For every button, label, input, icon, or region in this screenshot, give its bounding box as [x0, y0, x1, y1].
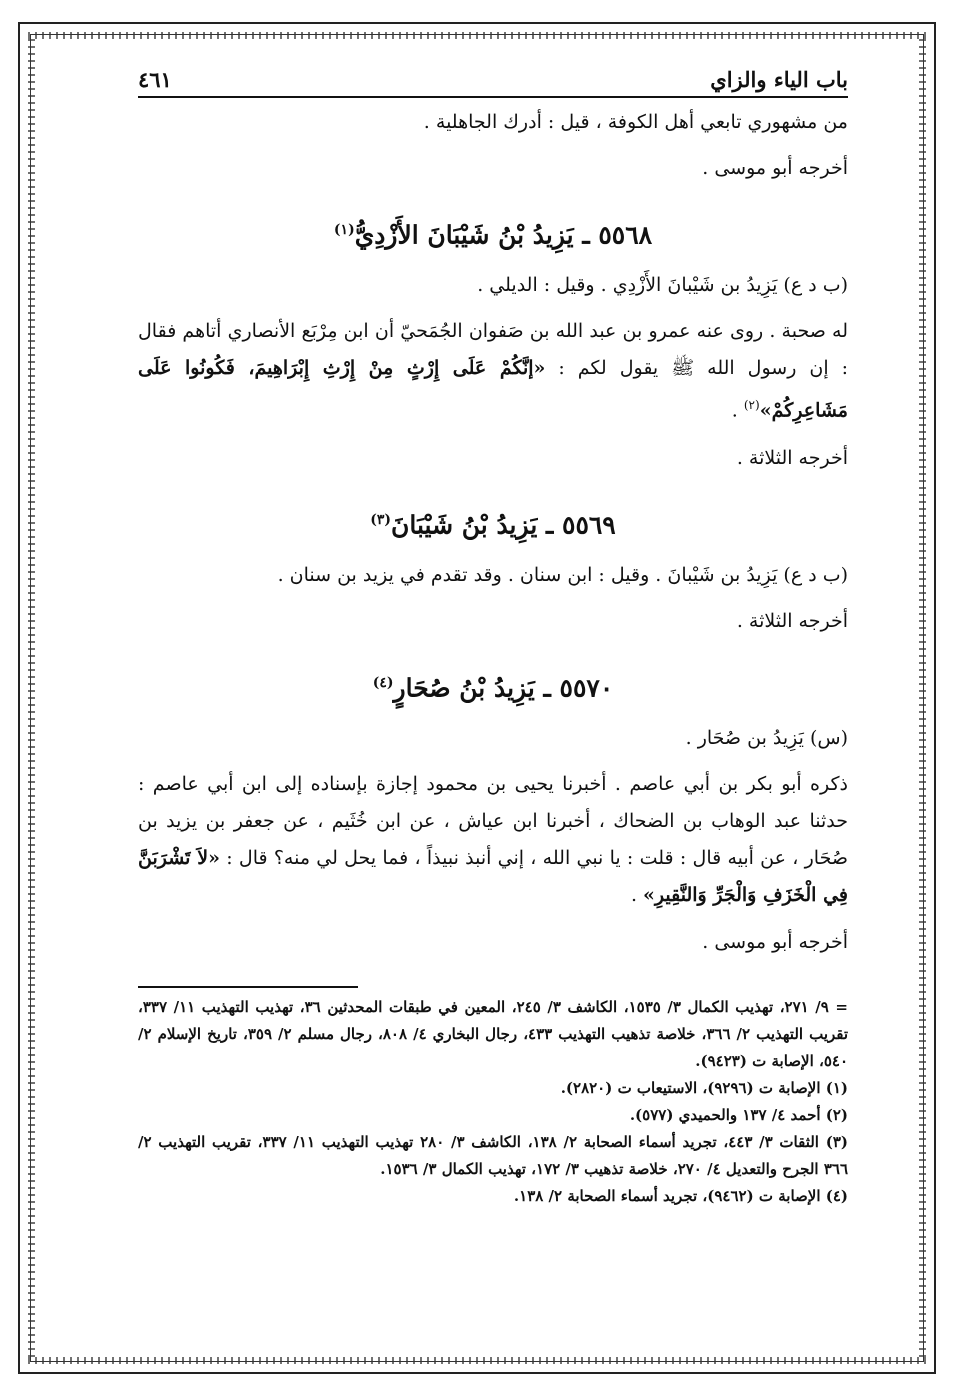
- entry-closing: أخرجه الثلاثة .: [736, 609, 848, 632]
- entry-heading: [138, 661, 848, 710]
- footnote-ref: (٢): [743, 398, 760, 413]
- entry-name-line: (ب د ع) يَزِيدُ بن شَيْبانَ الأَزْدِي . وقيل : الديلي .: [477, 274, 848, 297]
- entry-paragraph: [138, 766, 848, 914]
- footnote-ref: (٣): [370, 511, 392, 528]
- entry-title: ٥٥٦٨ ـ يَزِيدُ بْنُ شَيْبَانَ الأَزْدِيُّ: [354, 220, 653, 250]
- entry-closing: أخرجه أبو موسى .: [702, 931, 848, 954]
- running-header: [138, 52, 848, 98]
- entry-heading: [138, 498, 848, 547]
- entry-name-line: (ب د ع) يَزِيدُ بن شَيْبانَ . وقيل : ابن سنان . وقد تقدم في يزيد بن سنان .: [277, 563, 848, 586]
- paragraph-end: .: [630, 884, 644, 907]
- page-content: [138, 52, 848, 1210]
- footnote: = ٩/ ٢٧١، تهذيب الكمال ٣/ ١٥٣٥، الكاشف ٣/ ٢٤٥، المعين في طبقات المحدثين ٣٦، تهذيب التهذيب ١١/ ٣٣٧، تقريب التهذيب ٢/ ٣٦٦، خلاصة تذهيب التهذيب ٤٣٣، رجال البخاري ٤/ ٨٠٨، رجال مسلم ٢/ ٣٥٩، تاريخ الإسلام ٢/ ٥٤٠، الإصابة ت (٩٤٢٣).: [138, 998, 849, 1071]
- intro-closing: أخرجه أبو موسى .: [702, 157, 848, 179]
- entry-title: ٥٥٧٠ ـ يَزِيدُ بْنُ صُحَارٍ: [393, 673, 614, 703]
- entry-title: ٥٥٦٩ ـ يَزِيدُ بْنُ شَيْبَانَ: [391, 509, 616, 539]
- hadith-text: «لاَ تَشْرَبَنَّ فِي الْخَزَفِ وَالْجَرِّ وَالنَّقِيرِ»: [138, 847, 848, 907]
- paragraph-text: له صحبة . روى عنه عمرو بن عبد الله بن صَفوان الجُمَحيّ أن ابن مِرْبَع الأنصاري أتاهم فقال : إن رسول الله ﷺ يقول لكم :: [138, 320, 848, 380]
- footnote: (١) الإصابة ت (٩٢٩٦)، الاستيعاب ت (٢٨٢٠).: [560, 1079, 848, 1098]
- footnote: (٤) الإصابة ت (٩٤٦٢)، تجريد أسماء الصحابة ٢/ ١٣٨.: [513, 1187, 848, 1206]
- paragraph-text: ذكره أبو بكر بن أبي عاصم . أخبرنا يحيى بن محمود إجازة بإسناده إلى ابن أبي عاصم : حدثنا عبد الوهاب بن الضحاك ، أخبرنا ابن عياش ، عن ابن خُثَيم ، عن جعفر بن يزيد بن صُحَار ، عن أبيه قال : قلت : يا نبي الله ، إني أنبذ نبيذاً ، فما يحل لي منه؟ قال :: [138, 773, 848, 870]
- footnote-ref: (٤): [372, 674, 394, 691]
- footnote: (٢) أحمد ٤/ ١٣٧ والحميدي (٥٧٧).: [629, 1106, 848, 1125]
- intro-line: من مشهوري تابعي أهل الكوفة ، قيل : أدرك الجاهلية .: [423, 111, 848, 133]
- footnotes: [138, 994, 848, 1210]
- entry-heading: [138, 208, 848, 257]
- paragraph-end: .: [731, 399, 744, 422]
- entry-paragraph: [138, 313, 848, 429]
- footnote-separator: [138, 986, 358, 988]
- hadith-text: «إنَّكُمْ عَلَى إِرْثٍ مِنْ إِرْثِ إِبْرَاهِيمَ، فَكُونُوا عَلَى مَشَاعِرِكُمْ»: [138, 357, 848, 422]
- footnote: (٣) الثقات ٣/ ٤٤٣، تجريد أسماء الصحابة ٢/ ١٣٨، الكاشف ٣/ ٢٨٠ تهذيب التهذيب ١١/ ٣٣٧، تقريب التهذيب ٢/ ٣٦٦ الجرح والتعديل ٤/ ٢٧٠، خلاصة تذهيب ٣/ ١٧٢، تهذيب الكمال ٣/ ١٥٣٦.: [138, 1133, 848, 1179]
- chapter-title: باب الياء والزاي: [710, 67, 848, 92]
- entry-closing: أخرجه الثلاثة .: [736, 446, 848, 469]
- page-number: ٤٦١: [138, 67, 172, 92]
- entry-name-line: (س) يَزِيدُ بن صُحَار .: [685, 727, 848, 750]
- footnote-ref: (١): [333, 222, 355, 238]
